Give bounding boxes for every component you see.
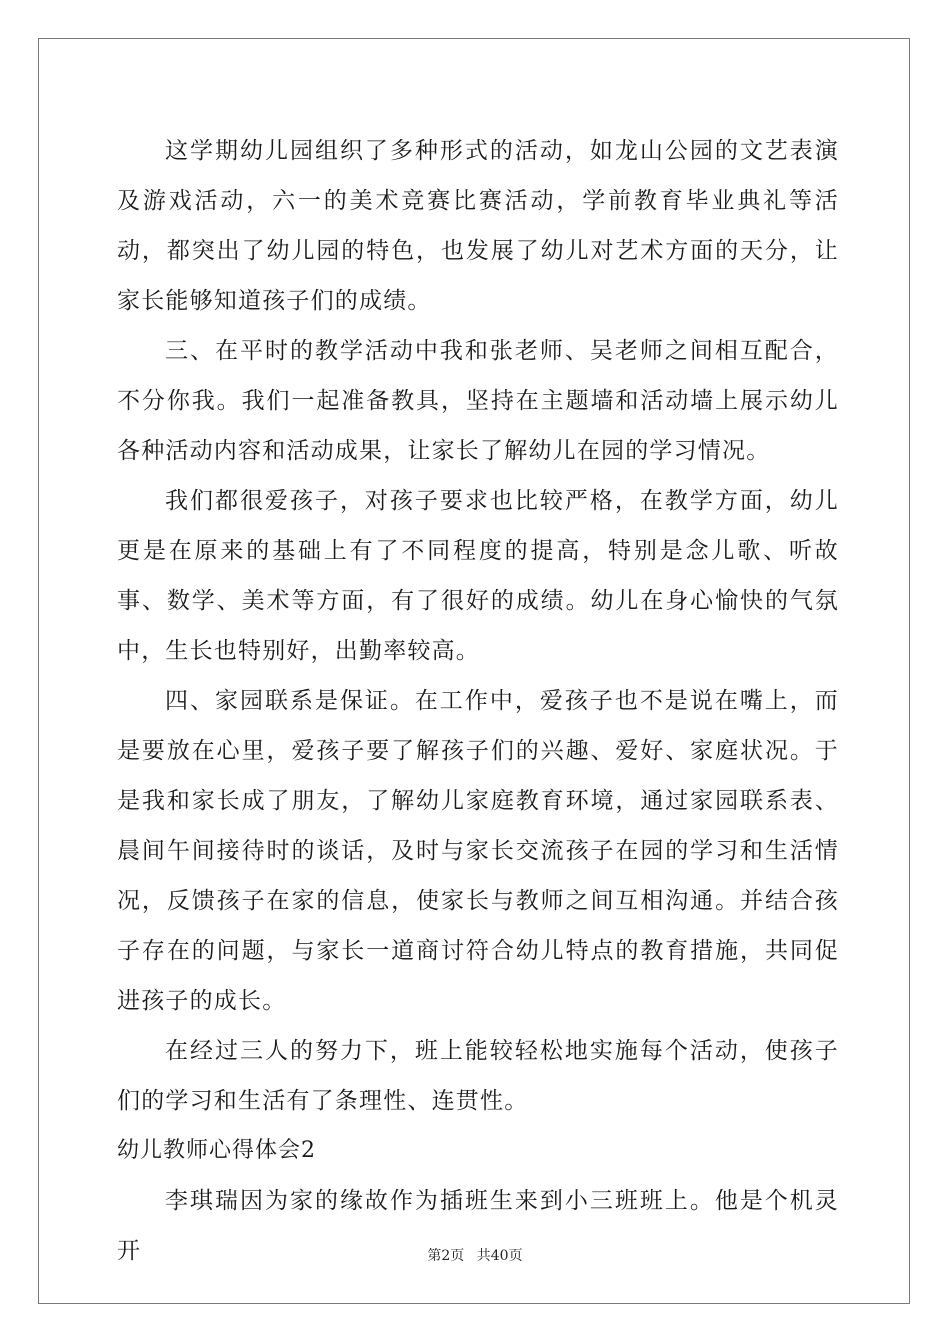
paragraph: 李琪瑞因为家的缘故作为插班生来到小三班班上。他是个机灵开 bbox=[117, 1188, 839, 1264]
document-body bbox=[117, 126, 839, 1276]
section-heading: 幼儿教师心得体会2 bbox=[117, 1138, 316, 1163]
total-pages: 共40页 bbox=[476, 1248, 523, 1264]
page-footer bbox=[0, 1245, 950, 1265]
paragraph: 这学期幼儿园组织了多种形式的活动，如龙山公园的文艺表演及游戏活动，六一的美术竞赛比赛活动，学前教育毕业典礼等活动，都突出了幼儿园的特色，也发展了幼儿对艺术方面的天分，让家长能够知道孩子们的成绩。 bbox=[117, 138, 839, 314]
paragraph: 四、家园联系是保证。在工作中，爱孩子也不是说在嘴上，而是要放在心里，爱孩子要了解孩子们的兴趣、爱好、家庭状况。于是我和家长成了朋友，了解幼儿家庭教育环境，通过家园联系表、晨间午间接待时的谈话，及时与家长交流孩子在园的学习和生活情况，反馈孩子在家的信息，使家长与教师之间互相沟通。并结合孩子存在的问题，与家长一道商讨符合幼儿特点的教育措施，共同促进孩子的成长。 bbox=[117, 688, 839, 1014]
paragraph: 我们都很爱孩子，对孩子要求也比较严格，在教学方面，幼儿更是在原来的基础上有了不同程度的提高，特别是念儿歌、听故事、数学、美术等方面，有了很好的成绩。幼儿在身心愉快的气氛中，生长也特别好，出勤率较高。 bbox=[117, 488, 839, 664]
paragraph: 在经过三人的努力下，班上能较轻松地实施每个活动，使孩子们的学习和生活有了条理性、连贯性。 bbox=[117, 1038, 839, 1114]
paragraph: 三、在平时的教学活动中我和张老师、吴老师之间相互配合，不分你我。我们一起准备教具，坚持在主题墙和活动墙上展示幼儿各种活动内容和活动成果，让家长了解幼儿在园的学习情况。 bbox=[117, 338, 839, 464]
page-number: 第2页 bbox=[427, 1248, 465, 1264]
